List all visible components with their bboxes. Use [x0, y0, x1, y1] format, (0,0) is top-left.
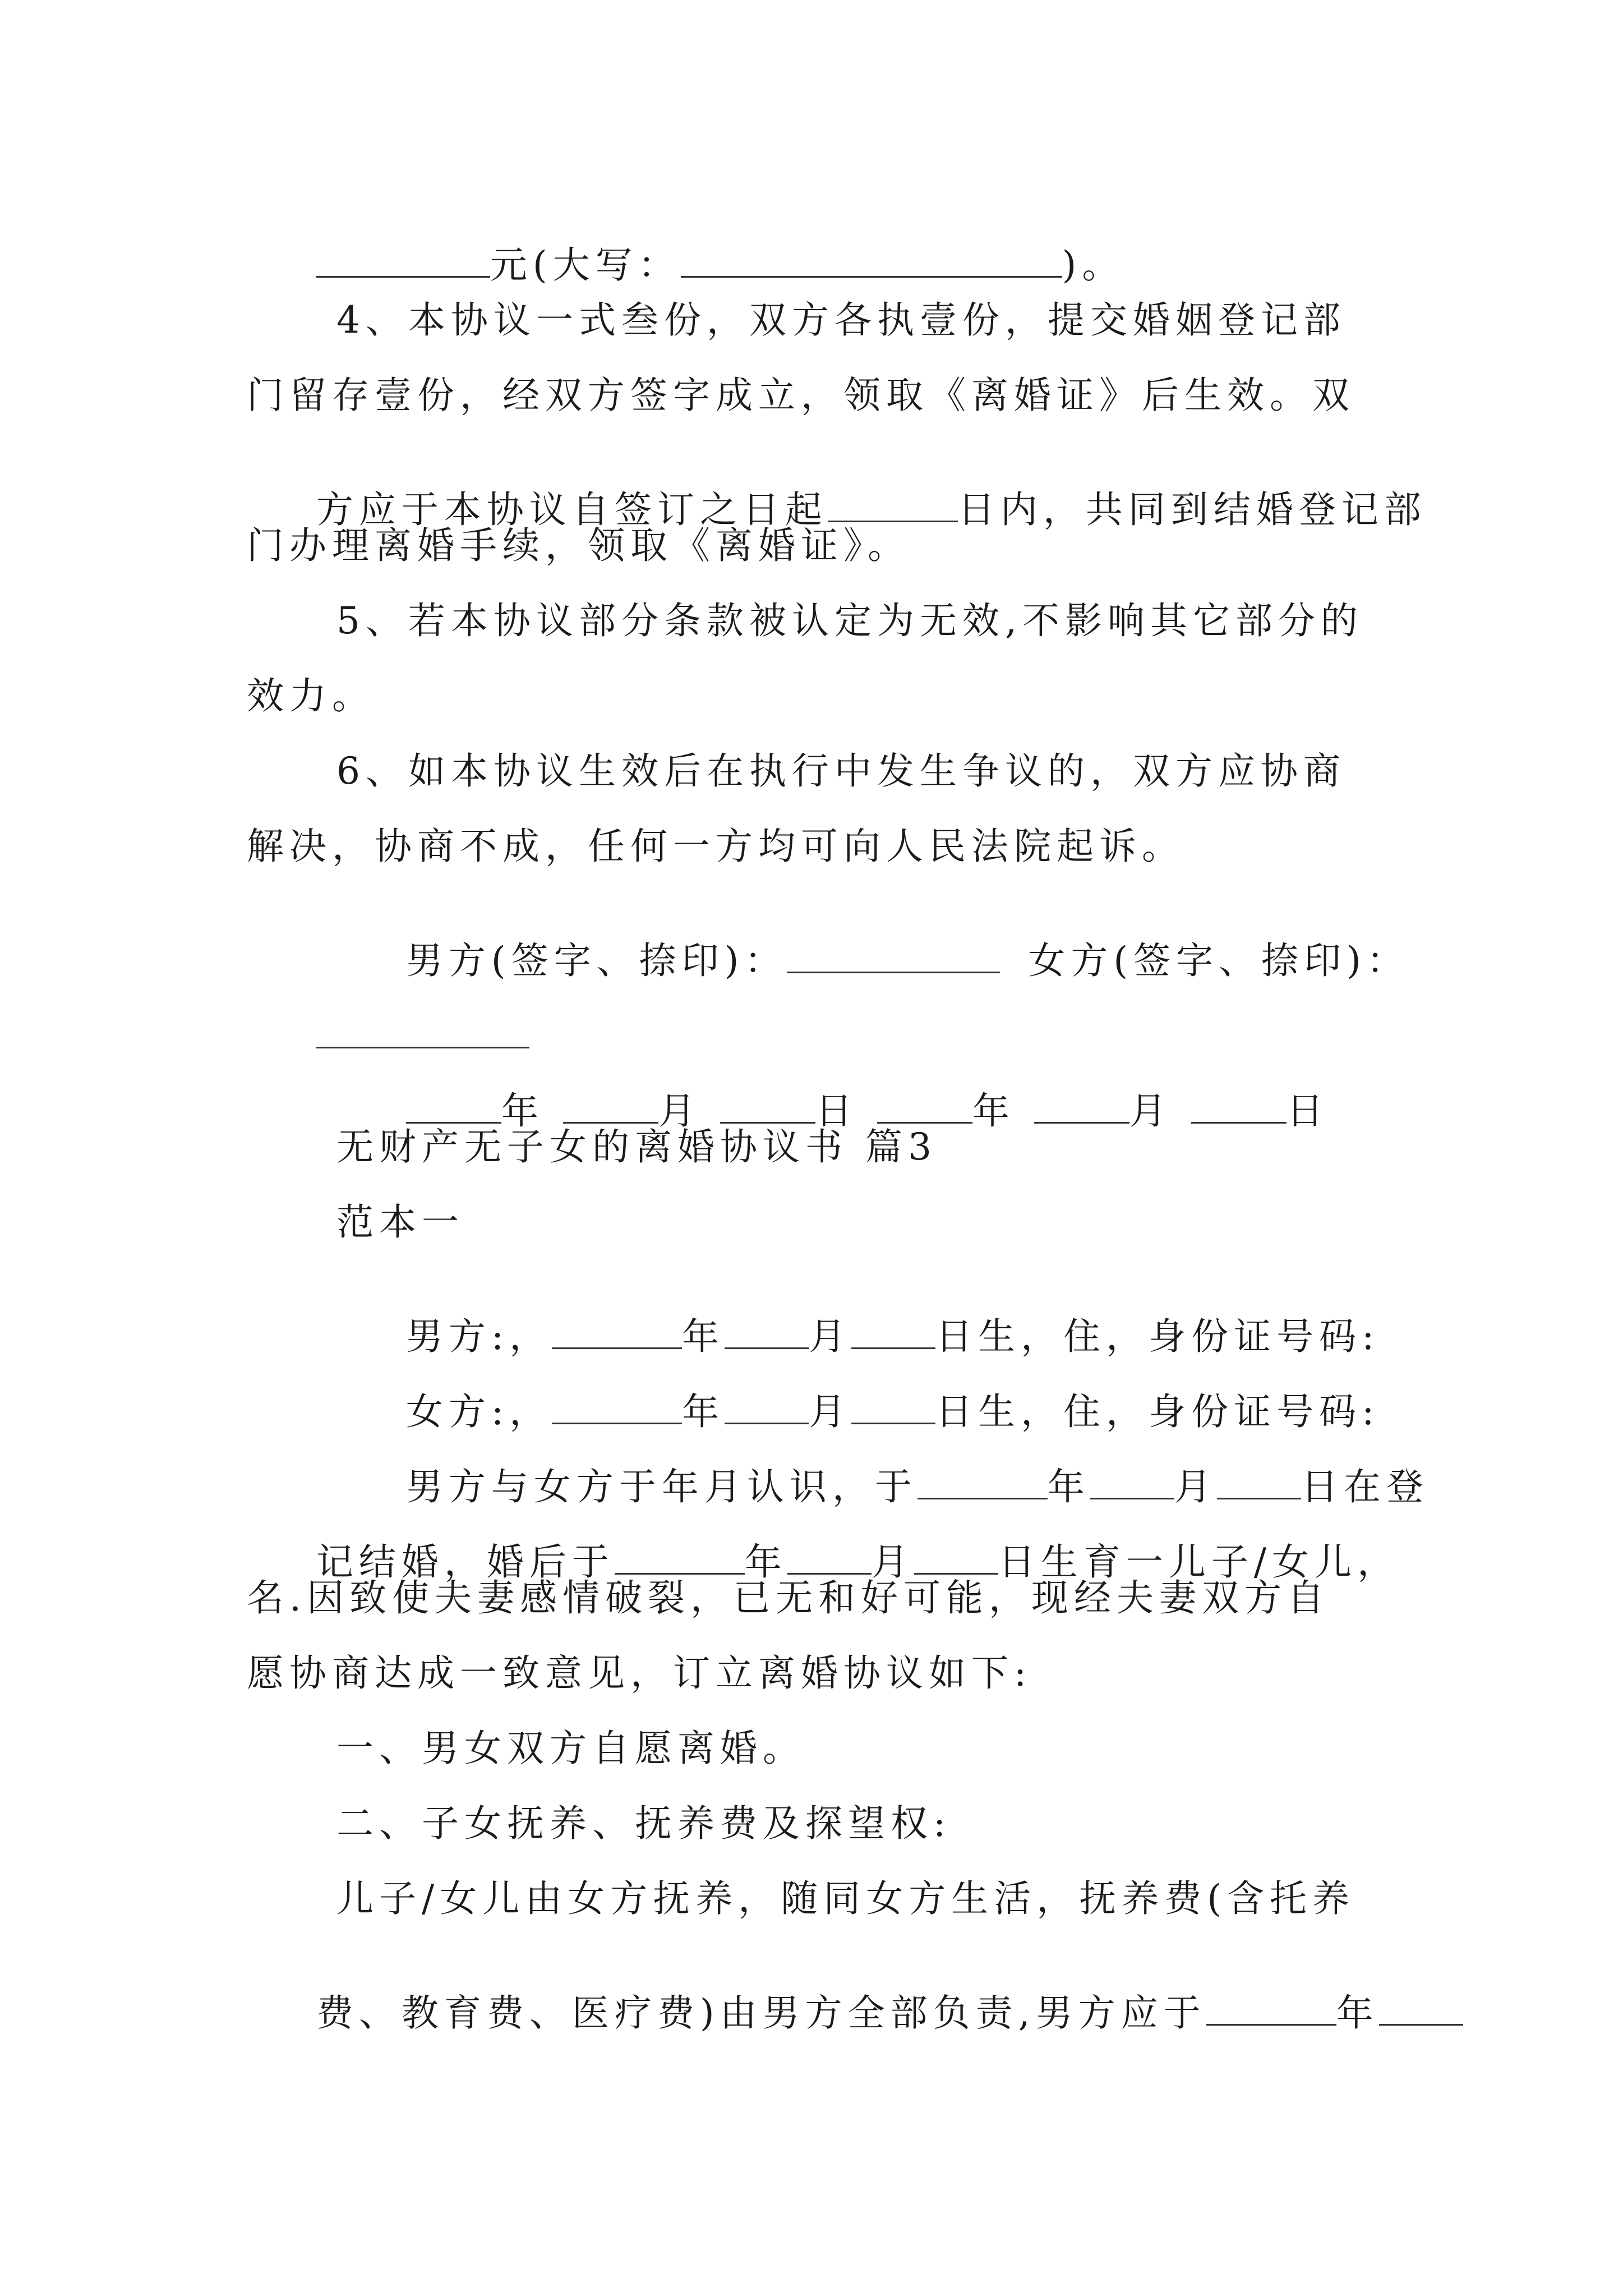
amount-close: )。 — [1062, 243, 1125, 287]
year-blank-2 — [877, 1091, 972, 1124]
marriage-line-4: 愿协商达成一致意见，订立离婚协议如下: — [247, 1651, 1032, 1695]
amount-label: 元(大写： — [490, 243, 681, 287]
male-birth-day-blank — [851, 1316, 935, 1349]
signature-line — [247, 903, 1409, 982]
month-blank-2 — [1034, 1091, 1129, 1124]
day-blank — [720, 1091, 815, 1124]
clause-5-line-1: 5、若本协议部分条款被认定为无效,不影响其它部分的 — [336, 599, 1363, 642]
female-id-label: 日生，住，身份证号码: — [935, 1390, 1380, 1433]
clause-6-line-1: 6、如本协议生效后在执行中发生争议的，双方应协商 — [336, 749, 1346, 793]
marriage-year-blank — [917, 1466, 1048, 1499]
marriage-day-blank — [1217, 1466, 1301, 1499]
male-year-label: 年 — [682, 1315, 725, 1358]
amount-uppercase-blank — [681, 245, 1062, 278]
male-label: 男方:， — [405, 1315, 552, 1358]
year-blank — [406, 1091, 501, 1124]
female-label: 女方:， — [405, 1390, 552, 1433]
clause-4-text-a: 方应于本协议自签订之日起 — [316, 488, 828, 531]
month-label-2: 月 — [1129, 1089, 1172, 1133]
female-birth-day-blank — [851, 1391, 935, 1424]
year-label-2: 年 — [972, 1089, 1015, 1133]
female-signature-label: 女方(签字、捺印)： — [1028, 939, 1409, 982]
custody-line-2 — [247, 1955, 1463, 2035]
male-birth-month-blank — [725, 1316, 809, 1349]
birth-text-b: 日生育一儿子/女儿， — [998, 1540, 1400, 1584]
year-label: 年 — [501, 1089, 544, 1133]
female-signature-blank-line — [247, 978, 529, 1015]
article-2: 二、子女抚养、抚养费及探望权: — [336, 1802, 952, 1845]
child-birth-year-blank — [615, 1542, 745, 1575]
clause-4-line-4: 门办理离婚手续，领取《离婚证》。 — [247, 524, 910, 567]
support-month-blank — [1379, 1993, 1463, 2026]
female-year-label: 年 — [682, 1390, 725, 1433]
support-year-label: 年 — [1336, 1991, 1379, 2035]
child-month-label: 月 — [871, 1540, 914, 1584]
amount-line — [247, 208, 1125, 287]
child-year-label: 年 — [744, 1540, 787, 1584]
month-label: 月 — [658, 1089, 701, 1133]
marriage-line-3: 名.因致使夫妻感情破裂，已无和好可能，现经夫妻双方自 — [247, 1576, 1330, 1619]
template-label: 范本一 — [336, 1200, 464, 1244]
marriage-line-1 — [247, 1429, 1429, 1508]
amount-blank — [316, 245, 490, 278]
marriage-text-a: 男方与女方于年月认识，于 — [405, 1465, 917, 1508]
marriage-line-2 — [247, 1504, 1400, 1584]
clause-5-line-2: 效力。 — [247, 674, 375, 717]
article-1: 一、男女双方自愿离婚。 — [336, 1727, 805, 1770]
female-birth-month-blank — [725, 1391, 809, 1424]
child-birth-month-blank — [787, 1542, 872, 1575]
marriage-text-b: 日在登 — [1301, 1465, 1429, 1508]
male-month-label: 月 — [809, 1315, 852, 1358]
support-year-blank — [1206, 1993, 1336, 2026]
male-id-label: 日生，住，身份证号码: — [935, 1315, 1380, 1358]
month-blank — [563, 1091, 658, 1124]
custody-line-1: 儿子/女儿由女方抚养，随同女方生活，抚养费(含托养 — [336, 1877, 1355, 1920]
section-title: 无财产无子女的离婚协议书 篇3 — [336, 1125, 937, 1168]
male-birth-year-blank — [552, 1316, 682, 1349]
marriage-month-label: 月 — [1174, 1465, 1217, 1508]
child-birth-day-blank — [914, 1542, 998, 1575]
date-line — [247, 1053, 1329, 1133]
day-blank-2 — [1191, 1091, 1287, 1124]
female-birth-year-blank — [552, 1391, 682, 1424]
clause-4-line-2: 门留存壹份，经双方签字成立，领取《离婚证》后生效。双 — [247, 374, 1355, 417]
custody-text: 费、教育费、医疗费)由男方全部负责,男方应于 — [316, 1991, 1206, 2035]
female-month-label: 月 — [809, 1390, 852, 1433]
days-blank — [828, 489, 958, 522]
clause-4-line-1: 4、本协议一式叁份，双方各执壹份，提交婚姻登记部 — [336, 298, 1346, 342]
birth-text-a: 记结婚，婚后于 — [316, 1540, 615, 1584]
marriage-year-label: 年 — [1047, 1465, 1090, 1508]
female-signature-blank — [316, 1015, 529, 1048]
male-info-line — [247, 1279, 1380, 1358]
clause-6-line-2: 解决，协商不成，任何一方均可向人民法院起诉。 — [247, 825, 1184, 868]
day-label: 日 — [815, 1089, 858, 1133]
female-info-line — [247, 1354, 1380, 1433]
male-signature-label: 男方(签字、捺印)： — [405, 939, 787, 982]
male-signature-blank — [787, 940, 1000, 973]
day-label-2: 日 — [1286, 1089, 1329, 1133]
clause-4-text-b: 日内，共同到结婚登记部 — [957, 488, 1427, 531]
marriage-month-blank — [1090, 1466, 1174, 1499]
clause-4-line-3 — [247, 452, 1427, 531]
